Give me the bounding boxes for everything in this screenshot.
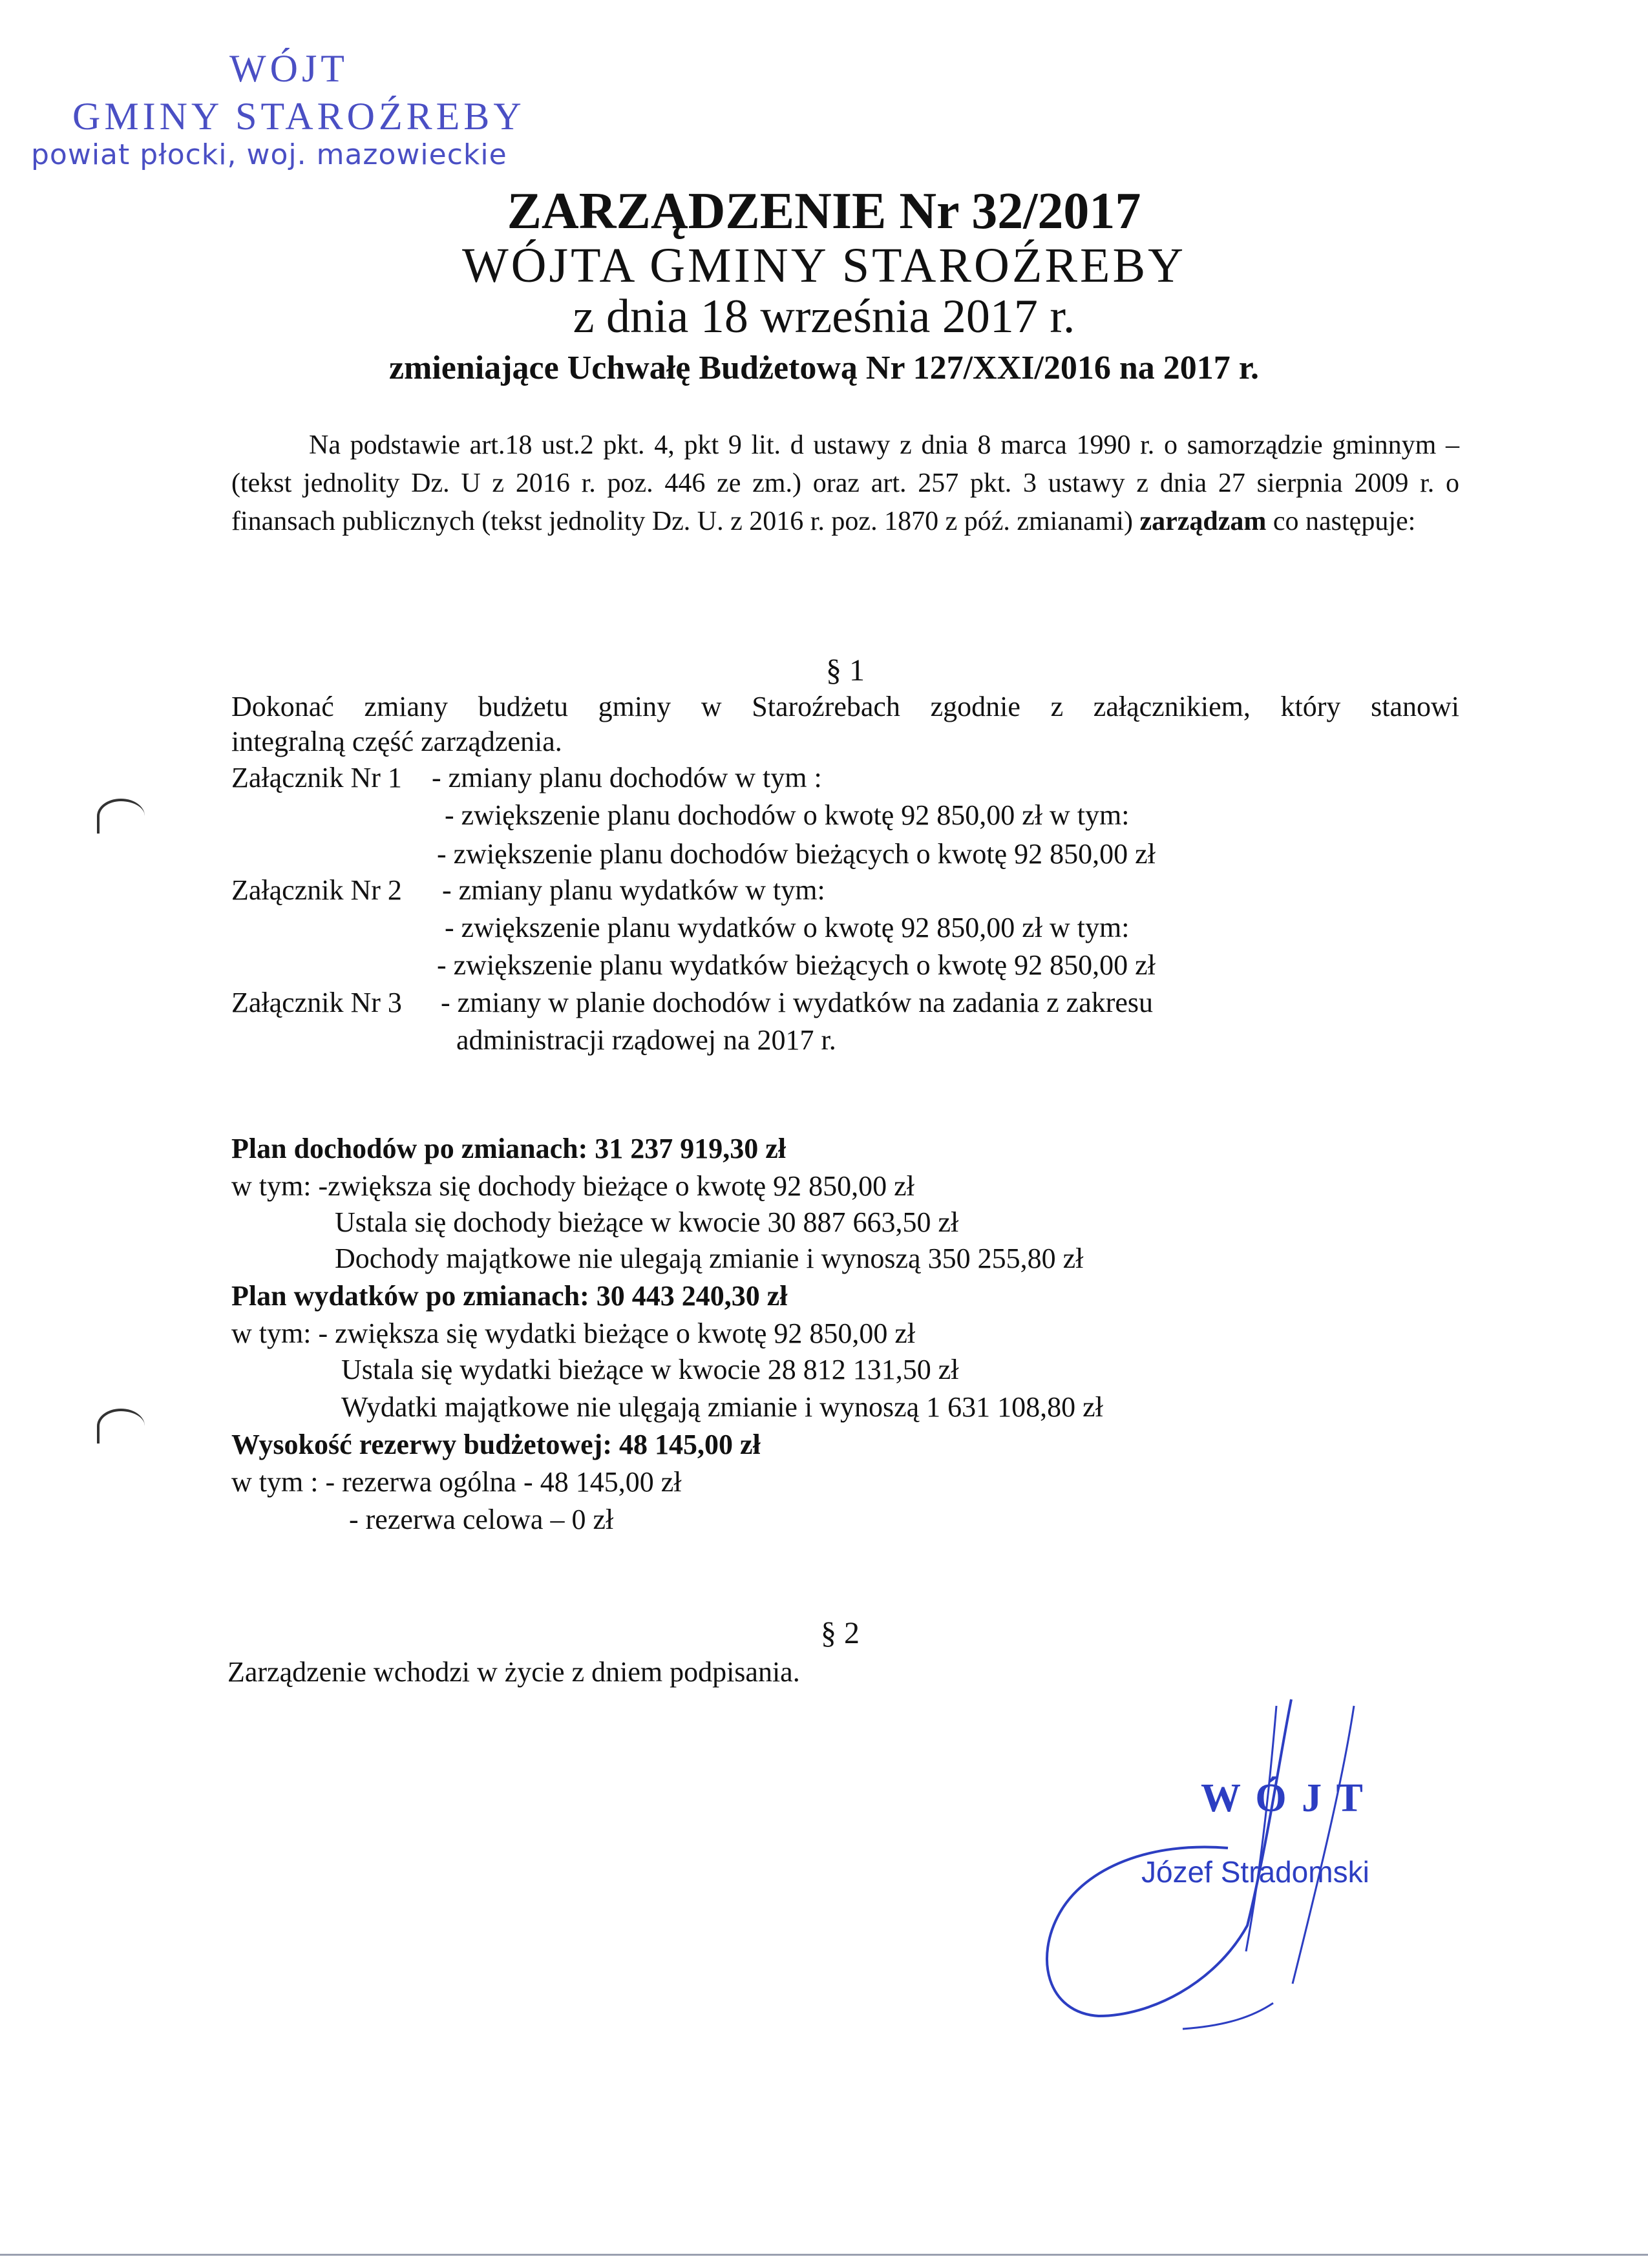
reserve-heading: Wysokość rezerwy budżetowej: 48 145,00 zł <box>231 1429 761 1460</box>
document-subject: zmieniające Uchwałę Budżetową Nr 127/XXI/2016 na 2017 r. <box>388 350 1260 386</box>
legal-basis-text: Na podstawie art.18 ust.2 pkt. 4, pkt 9 lit. d ustawy z dnia 8 marca 1990 r. o samorządzie gminnym – (tekst jednolity Dz. U z 2016 r. poz. 446 ze zm.) oraz art. 257 pkt. 3 ustawy z dnia 27 sierpnia 2009 r. o finansach publicznych (tekst jednolity Dz. U. z 2016 r. poz. 1870 z póź. zmianami) <box>231 430 1459 536</box>
binder-hole-mark <box>97 1409 145 1444</box>
signature-title: W Ó J T <box>1201 1776 1366 1820</box>
expense-plan-line-2: Ustala się wydatki bieżące w kwocie 28 812 131,50 zł <box>341 1354 959 1385</box>
attachment-2-line-3: - zwiększenie planu wydatków bieżących o kwotę 92 850,00 zł <box>437 949 1156 981</box>
legal-basis-paragraph <box>231 426 1459 541</box>
attachment-3-line-1: - zmiany w planie dochodów i wydatków na zadania z zakresu <box>441 987 1154 1018</box>
binder-hole-mark <box>97 799 145 834</box>
signatory-name: Józef Stradomski <box>1141 1855 1369 1889</box>
decree-word: zarządzam <box>1139 507 1267 536</box>
income-plan-line-3: Dochody majątkowe nie ulegają zmianie i wynoszą 350 255,80 zł <box>335 1243 1084 1274</box>
scan-edge-line <box>0 2254 1648 2256</box>
income-plan-line-1: w tym: -zwiększa się dochody bieżące o kwotę 92 850,00 zł <box>231 1170 914 1202</box>
reserve-line-2: - rezerwa celowa – 0 zł <box>349 1504 614 1535</box>
document-date: z dnia 18 września 2017 r. <box>573 290 1075 343</box>
income-plan-heading: Plan dochodów po zmianach: 31 237 919,30 zł <box>231 1133 787 1164</box>
income-plan-line-2: Ustala się dochody bieżące w kwocie 30 887 663,50 zł <box>335 1206 959 1238</box>
attachment-1-line-1: - zmiany planu dochodów w tym : <box>432 762 822 793</box>
section-1-line-2: integralną część zarządzenia. <box>231 726 562 757</box>
section-2-sign: § 2 <box>821 1616 860 1650</box>
stamp-municipality: GMINY STAROŹREBY <box>72 95 525 138</box>
attachment-2-label: Załącznik Nr 2 <box>231 874 402 906</box>
stamp-title: WÓJT <box>229 47 348 90</box>
section-1-sign: § 1 <box>826 653 865 688</box>
attachment-1-label: Załącznik Nr 1 <box>231 762 402 793</box>
attachment-3-line-2: administracji rządowej na 2017 r. <box>456 1024 836 1056</box>
document-title: ZARZĄDZENIE Nr 32/2017 <box>507 183 1141 240</box>
reserve-line-1: w tym : - rezerwa ogólna - 48 145,00 zł <box>231 1466 682 1498</box>
expense-plan-line-3: Wydatki majątkowe nie ulęgają zmianie i wynoszą 1 631 108,80 zł <box>341 1391 1103 1423</box>
section-2-text: Zarządzenie wchodzi w życie z dniem podpisania. <box>227 1656 800 1688</box>
attachment-3-label: Załącznik Nr 3 <box>231 987 402 1018</box>
expense-plan-line-1: w tym: - zwiększa się wydatki bieżące o kwotę 92 850,00 zł <box>231 1318 916 1349</box>
section-1-line-1: Dokonać zmiany budżetu gminy w Staroźrebach zgodnie z załącznikiem, który stanowi <box>231 691 1459 722</box>
expense-plan-heading: Plan wydatków po zmianach: 30 443 240,30 zł <box>231 1280 788 1312</box>
attachment-2-line-1: - zmiany planu wydatków w tym: <box>442 874 825 906</box>
document-issuer: WÓJTA GMINY STAROŹREBY <box>461 238 1187 293</box>
decree-rest: co następuje: <box>1266 507 1416 536</box>
stamp-district: powiat płocki, woj. mazowieckie <box>31 138 507 171</box>
attachment-2-line-2: - zwiększenie planu wydatków o kwotę 92 850,00 zł w tym: <box>445 912 1130 943</box>
attachment-1-line-2: - zwiększenie planu dochodów o kwotę 92 850,00 zł w tym: <box>445 799 1130 831</box>
attachment-1-line-3: - zwiększenie planu dochodów bieżących o kwotę 92 850,00 zł <box>437 838 1156 870</box>
